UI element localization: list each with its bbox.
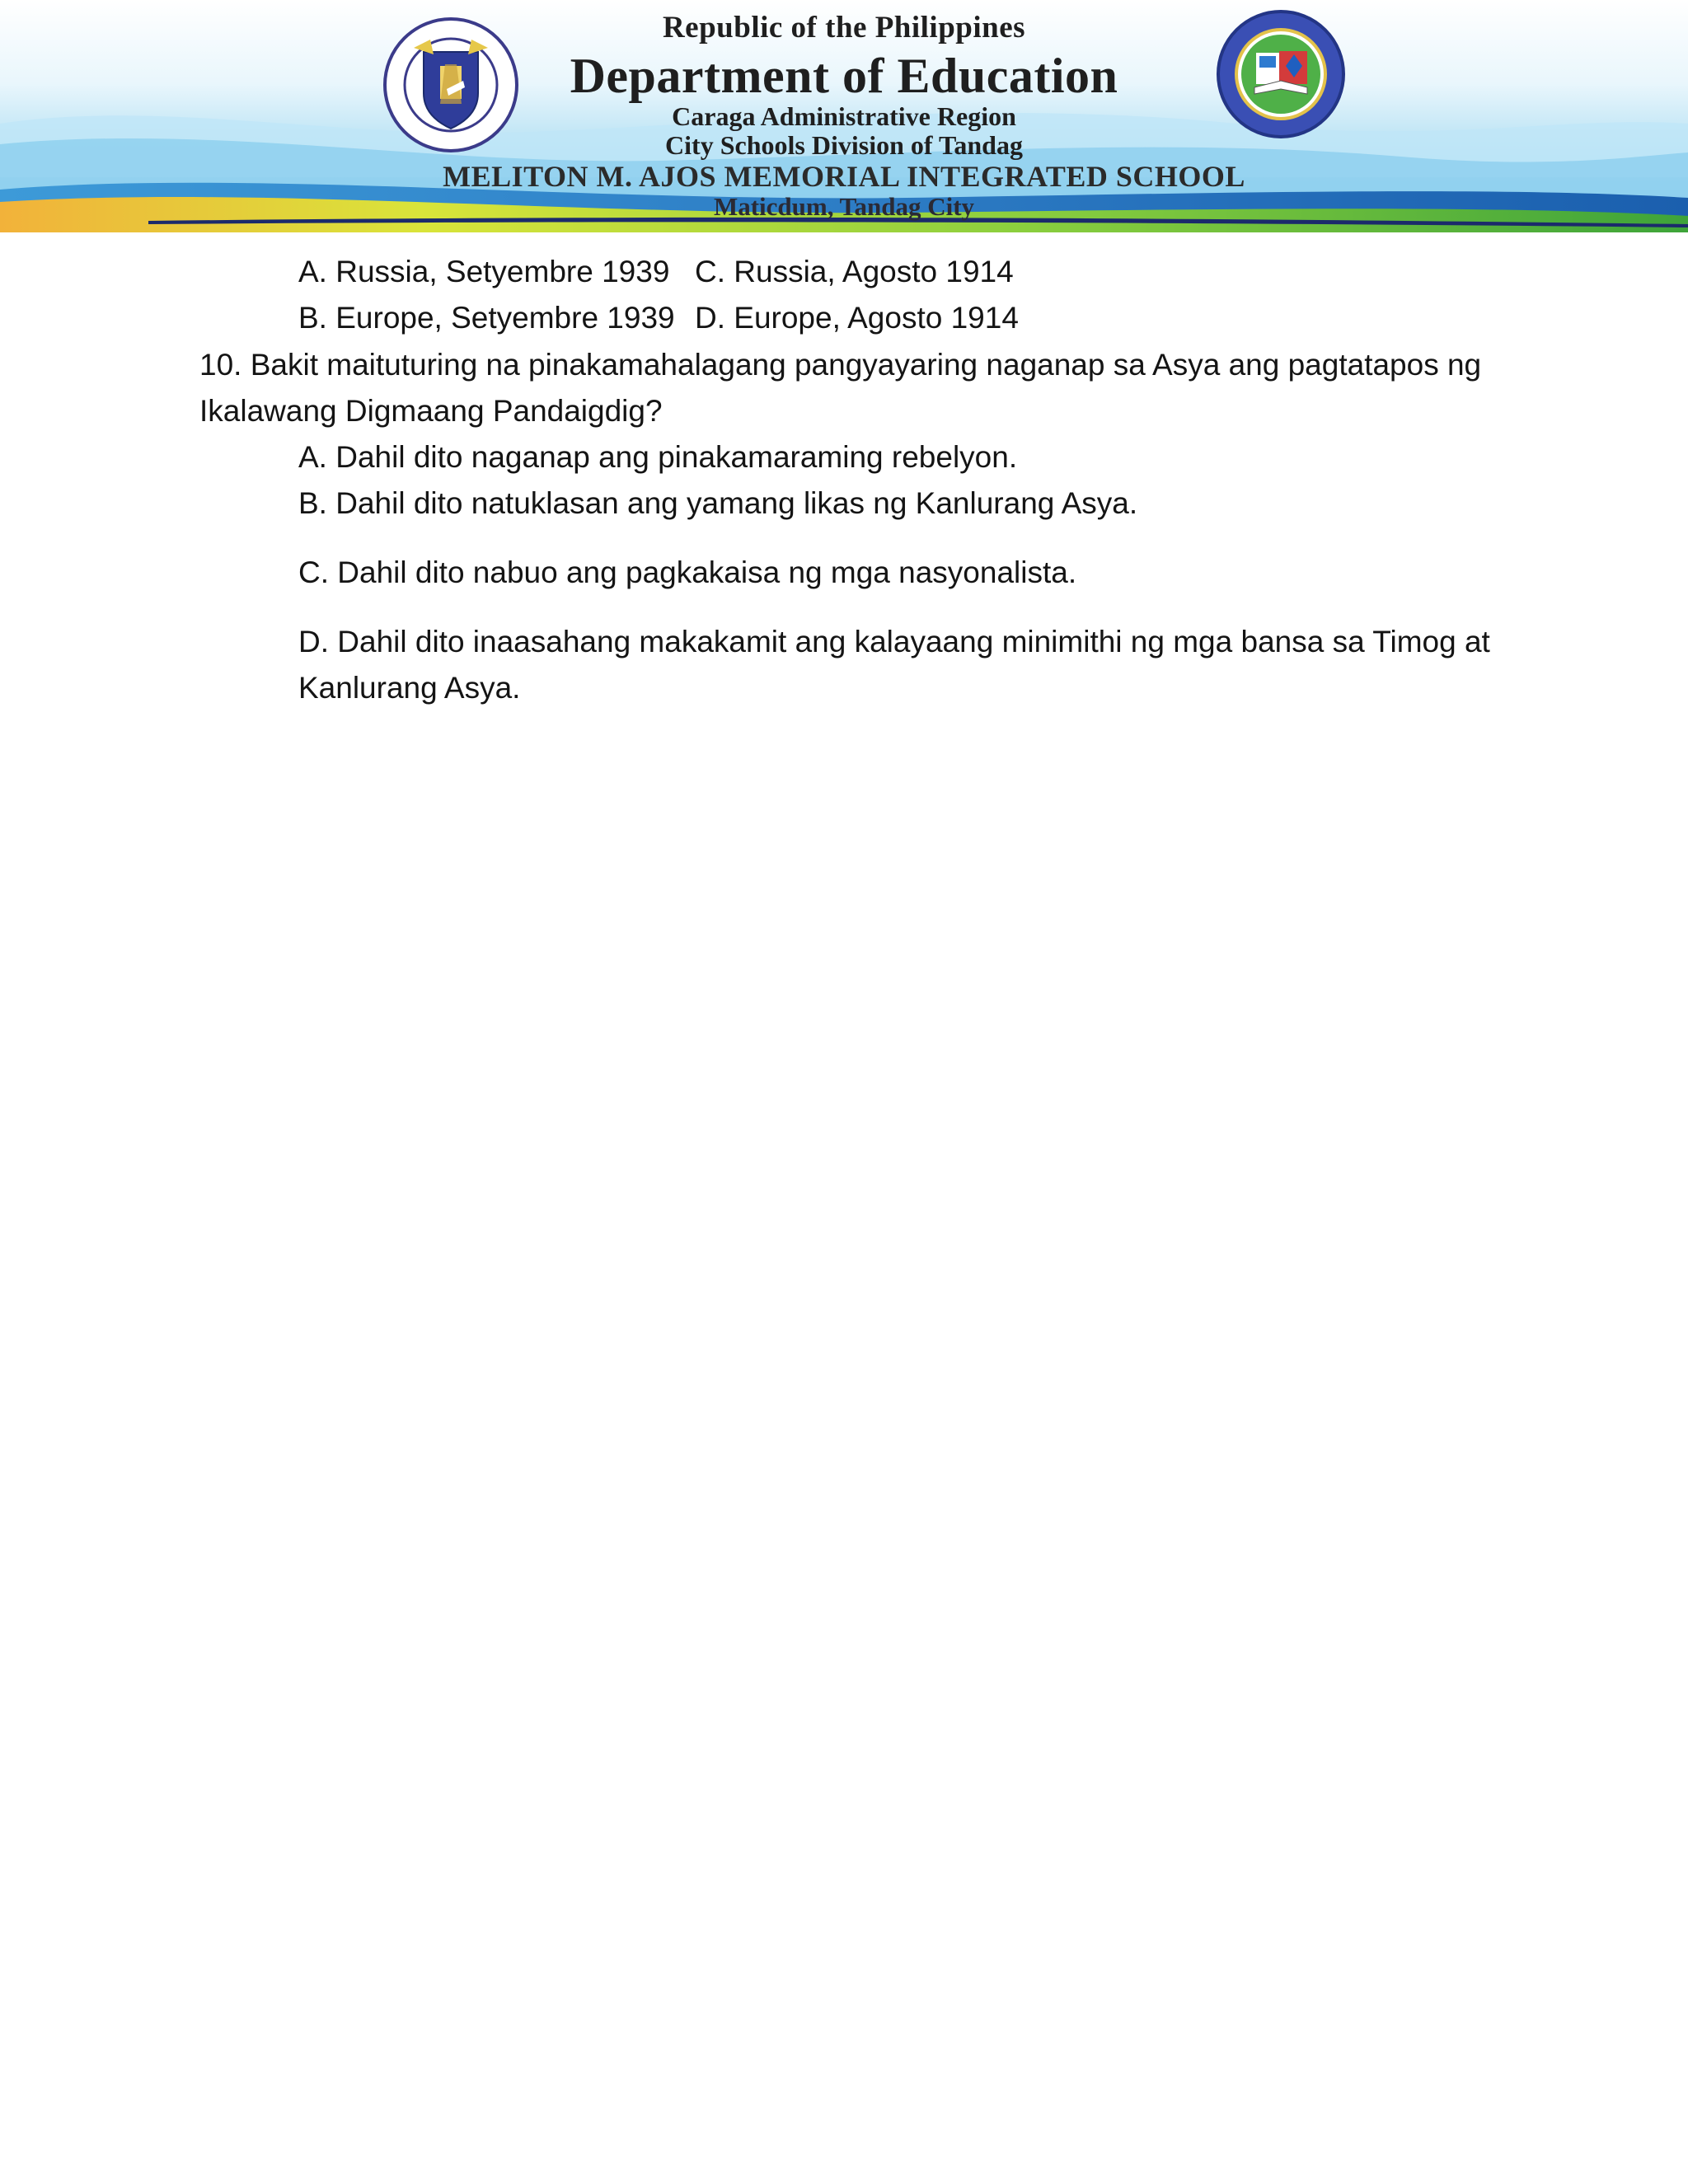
question-10-stem-line2: Ikalawang Digmaang Pandaigdig? [199, 394, 663, 428]
question-10-option-d-line1: D. Dahil dito inaasahang makakamit ang kalayaang minimithi ng mga bansa sa Timog at [298, 625, 1490, 658]
prev-option-a: A. Russia, Setyembre 1939 [298, 255, 670, 288]
question-10-option-d-line2: Kanlurang Asya. [298, 671, 521, 705]
question-10-stem-line1: 10. Bakit maituturing na pinakamahalagang pangyayaring naganap sa Asya ang pagtatapos ng [199, 348, 1482, 382]
header-region: Caraga Administrative Region [672, 101, 1016, 131]
prev-option-b: B. Europe, Setyembre 1939 [298, 301, 675, 335]
header-school-name: MELITON M. AJOS MEMORIAL INTEGRATED SCHOOL [443, 160, 1245, 193]
question-10-option-b: B. Dahil dito natuklasan ang yamang likas ng Kanlurang Asya. [298, 486, 1138, 520]
question-10-option-a: A. Dahil dito naganap ang pinakamaraming rebelyon. [298, 440, 1018, 474]
prev-option-c: C. Russia, Agosto 1914 [695, 255, 1014, 288]
header-address: Maticdum, Tandag City [713, 192, 975, 221]
header-division: City Schools Division of Tandag [665, 130, 1023, 160]
prev-option-d: D. Europe, Agosto 1914 [695, 301, 1019, 335]
header-department: Department of Education [570, 49, 1118, 103]
letterhead-banner [0, 0, 1688, 239]
header-republic: Republic of the Philippines [662, 11, 1026, 45]
question-10-option-c: C. Dahil dito nabuo ang pagkakaisa ng mga nasyonalista. [298, 555, 1077, 589]
